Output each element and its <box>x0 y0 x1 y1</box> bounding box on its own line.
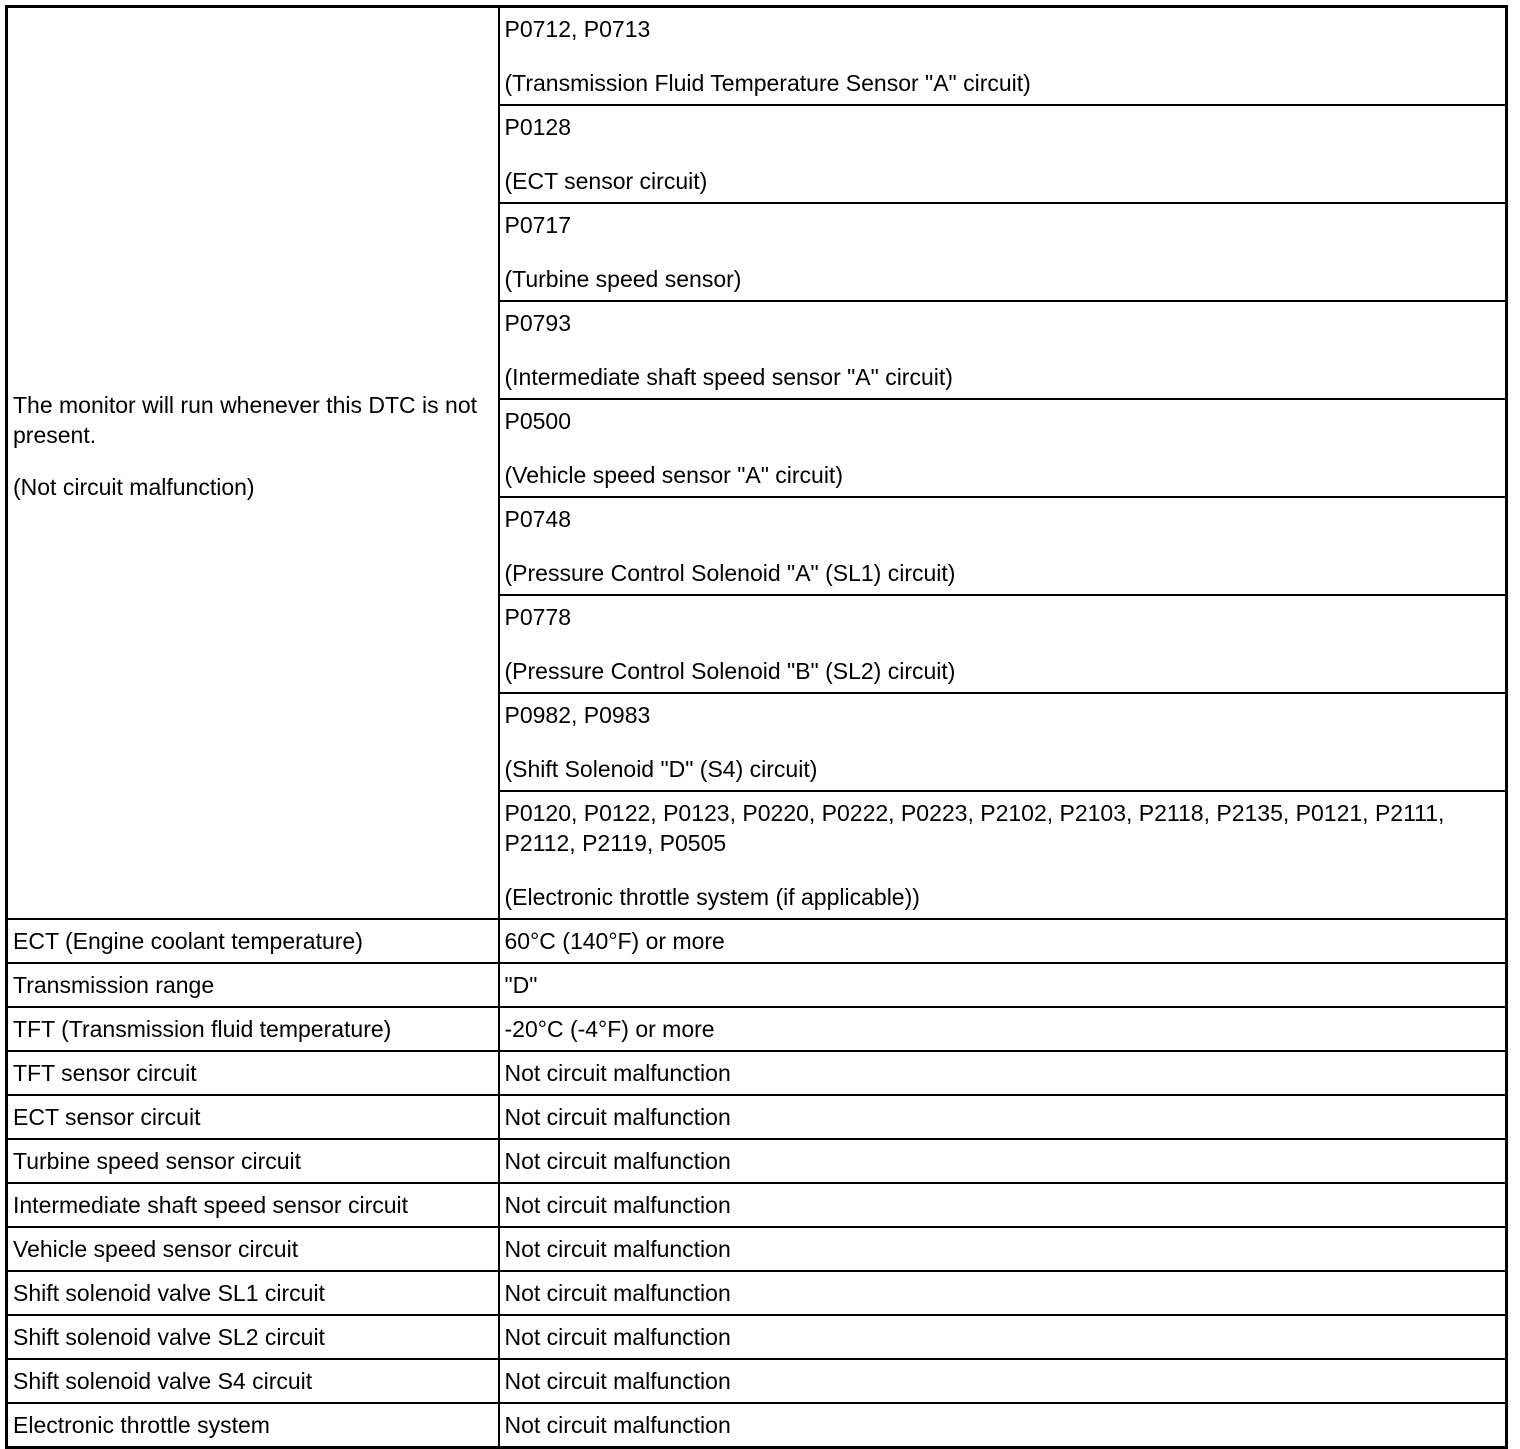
table-row <box>7 1403 1507 1448</box>
dtc-description: (Pressure Control Solenoid "A" (SL1) circuit) <box>504 560 956 586</box>
condition-item: ECT sensor circuit <box>7 1095 499 1139</box>
table-row <box>7 919 1507 963</box>
dtc-code: P0500 <box>504 408 572 434</box>
dtc-code-cell <box>499 791 1507 919</box>
condition-value: Not circuit malfunction <box>499 1403 1507 1448</box>
dtc-code: P0120, P0122, P0123, P0220, P0222, P0223, P2102, P2103, P2118, P2135, P0121, P2111, P2112, P2119, P0505 <box>504 800 1445 856</box>
condition-value: Not circuit malfunction <box>499 1315 1507 1359</box>
condition-item: Shift solenoid valve SL1 circuit <box>7 1271 499 1315</box>
table-row <box>7 1139 1507 1183</box>
dtc-code: P0712, P0713 <box>504 16 651 42</box>
dtc-description: (ECT sensor circuit) <box>504 168 708 194</box>
condition-value: Not circuit malfunction <box>499 1051 1507 1095</box>
dtc-code: P0778 <box>504 604 572 630</box>
dtc-code-cell <box>499 7 1507 106</box>
dtc-code: P0717 <box>504 212 572 238</box>
condition-item: Shift solenoid valve SL2 circuit <box>7 1315 499 1359</box>
condition-value: Not circuit malfunction <box>499 1271 1507 1315</box>
condition-item: Transmission range <box>7 963 499 1007</box>
table-row <box>7 963 1507 1007</box>
dtc-code-cell <box>499 301 1507 399</box>
dtc-description: (Intermediate shaft speed sensor "A" circuit) <box>504 364 953 390</box>
dtc-condition-note: (Not circuit malfunction) <box>13 474 255 500</box>
table-row <box>7 1359 1507 1403</box>
condition-item: ECT (Engine coolant temperature) <box>7 919 499 963</box>
condition-value: Not circuit malfunction <box>499 1227 1507 1271</box>
condition-item: Vehicle speed sensor circuit <box>7 1227 499 1271</box>
condition-item: TFT (Transmission fluid temperature) <box>7 1007 499 1051</box>
dtc-code-cell <box>499 203 1507 301</box>
condition-value: Not circuit malfunction <box>499 1139 1507 1183</box>
table-row <box>7 1051 1507 1095</box>
table-row <box>7 1007 1507 1051</box>
condition-value: 60°C (140°F) or more <box>499 919 1507 963</box>
dtc-condition-text: The monitor will run whenever this DTC is not present. <box>13 392 477 448</box>
table-row <box>7 1095 1507 1139</box>
dtc-code-cell <box>499 693 1507 791</box>
table-row <box>7 7 1507 106</box>
monitor-conditions-table <box>5 5 1508 1449</box>
condition-item: TFT sensor circuit <box>7 1051 499 1095</box>
condition-value: "D" <box>499 963 1507 1007</box>
condition-item: Electronic throttle system <box>7 1403 499 1448</box>
table-row <box>7 1271 1507 1315</box>
dtc-condition-cell <box>7 7 499 920</box>
dtc-description: (Pressure Control Solenoid "B" (SL2) circuit) <box>504 658 956 684</box>
dtc-description: (Transmission Fluid Temperature Sensor "A" circuit) <box>504 70 1031 96</box>
condition-value: Not circuit malfunction <box>499 1359 1507 1403</box>
dtc-code: P0793 <box>504 310 572 336</box>
table-row <box>7 1315 1507 1359</box>
dtc-description: (Turbine speed sensor) <box>504 266 742 292</box>
dtc-code: P0982, P0983 <box>504 702 651 728</box>
condition-value: Not circuit malfunction <box>499 1095 1507 1139</box>
dtc-code-cell <box>499 595 1507 693</box>
condition-item: Shift solenoid valve S4 circuit <box>7 1359 499 1403</box>
dtc-code-cell <box>499 399 1507 497</box>
dtc-description: (Vehicle speed sensor "A" circuit) <box>504 462 843 488</box>
condition-item: Turbine speed sensor circuit <box>7 1139 499 1183</box>
dtc-code-cell <box>499 497 1507 595</box>
condition-value: -20°C (-4°F) or more <box>499 1007 1507 1051</box>
condition-item: Intermediate shaft speed sensor circuit <box>7 1183 499 1227</box>
dtc-code: P0748 <box>504 506 572 532</box>
dtc-code-cell <box>499 105 1507 203</box>
dtc-code: P0128 <box>504 114 572 140</box>
table-row <box>7 1183 1507 1227</box>
table-row <box>7 1227 1507 1271</box>
dtc-description: (Shift Solenoid "D" (S4) circuit) <box>504 756 818 782</box>
condition-value: Not circuit malfunction <box>499 1183 1507 1227</box>
dtc-description: (Electronic throttle system (if applicable)) <box>504 884 920 910</box>
